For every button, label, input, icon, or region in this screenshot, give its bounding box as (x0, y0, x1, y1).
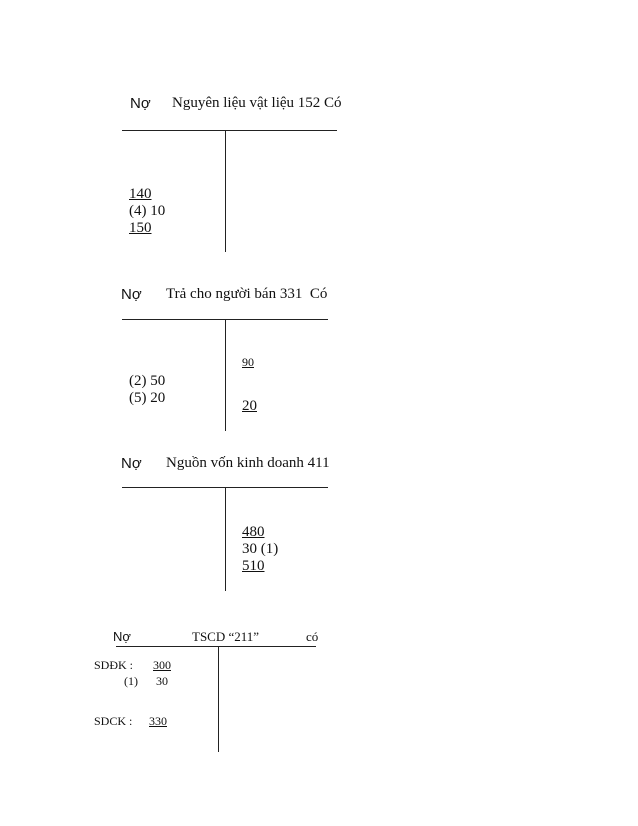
t-account-horizontal-line (122, 130, 337, 131)
row-label: SDCK : (94, 714, 133, 728)
row-value: 330 (149, 714, 167, 728)
row-value: 30 (156, 674, 168, 688)
debit-label: Nợ (113, 629, 131, 644)
t-account-horizontal-line (116, 646, 316, 647)
credit-entry: 30 (1) (242, 541, 279, 557)
t-account-vertical-line (225, 487, 226, 591)
debit-label: Nợ (121, 286, 142, 303)
account-title: TSCD “211” (192, 629, 260, 644)
account-title: Nguyên liệu vật liệu 152 Có (172, 95, 342, 111)
credit-entry: 510 (242, 558, 265, 574)
credit-entry: 90 (242, 355, 254, 369)
debit-entry: 150 (129, 220, 152, 236)
account-title: Nguồn vốn kinh doanh 411 (166, 455, 330, 471)
debit-entry: (2) 50 (129, 373, 166, 389)
credit-entry: 480 (242, 524, 265, 540)
debit-label: Nợ (130, 95, 151, 112)
t-account-vertical-line (218, 646, 219, 752)
credit-label: có (306, 629, 319, 644)
t-account-vertical-line (225, 130, 226, 252)
t-account-vertical-line (225, 319, 226, 431)
row-value: 300 (153, 658, 171, 672)
debit-entry: (4) 10 (129, 203, 166, 219)
debit-entry: (5) 20 (129, 390, 166, 406)
debit-label: Nợ (121, 455, 142, 472)
account-title: Trả cho người bán 331 Có (166, 286, 328, 302)
row-label: SDĐK : (94, 658, 134, 672)
credit-entry: 20 (242, 398, 257, 414)
debit-entry: 140 (129, 186, 152, 202)
row-label: (1) (124, 674, 138, 688)
